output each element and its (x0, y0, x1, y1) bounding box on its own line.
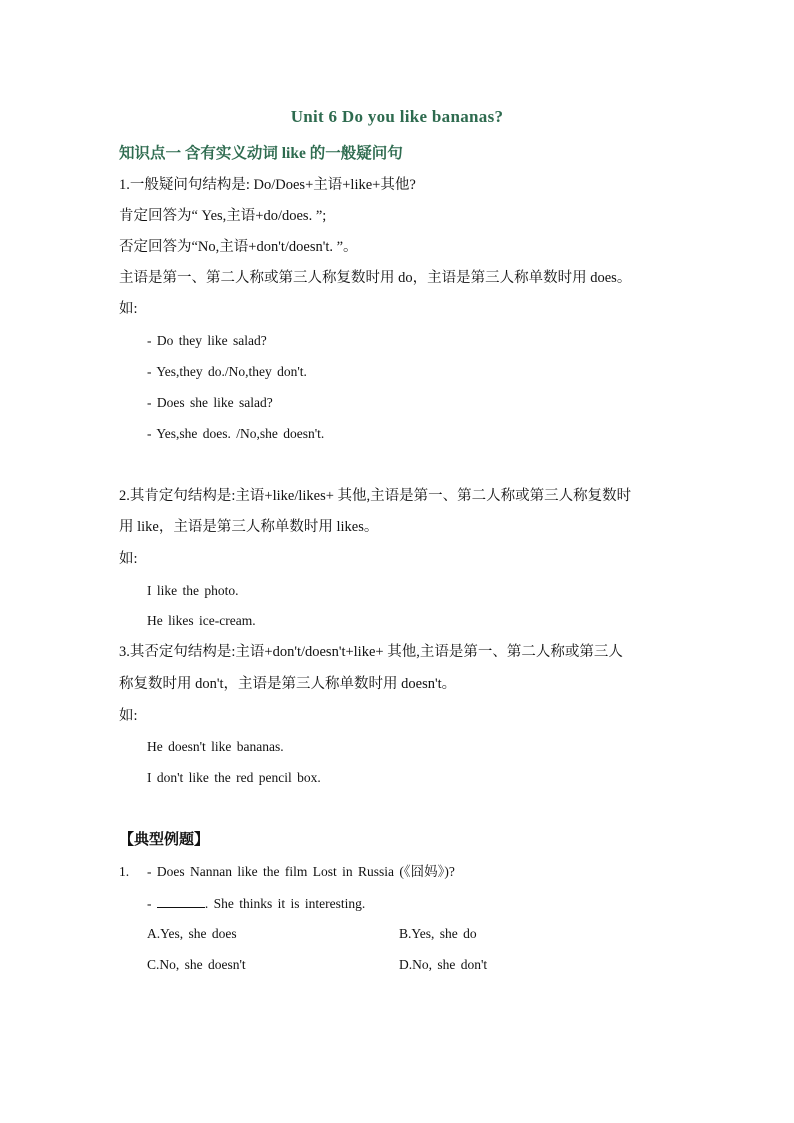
answer-suffix: . She thinks it is interesting. (204, 896, 366, 911)
item3-for-example: 如: (119, 708, 138, 724)
item2-for-example: 如: (119, 551, 138, 567)
item2-usage-note: 用 like，主语是第三人称单数时用 likes。 (119, 519, 379, 535)
item3-usage-note: 称复数时用 don't，主语是第三人称单数时用 doesn't。 (119, 676, 457, 692)
item1-usage-note: 主语是第一、第二人称或第三人称复数时用 do，主语是第三人称单数时用 does。 (119, 270, 632, 286)
item2-example: I like the photo. (147, 583, 239, 598)
item1-positive-answer: 肯定回答为“ Yes,主语+do/does. ”; (119, 208, 327, 224)
answer-blank[interactable] (157, 893, 205, 908)
item3-example: I don't like the red pencil box. (147, 770, 321, 785)
item1-example: - Does she like salad? (147, 395, 273, 410)
knowledge-point-heading: 知识点一 含有实义动词 like 的一般疑问句 (119, 145, 403, 162)
question-number: 1. (119, 864, 130, 879)
item1-negative-answer: 否定回答为“No,主语+don't/doesn't. ”。 (119, 239, 358, 255)
item2-structure: 2.其肯定句结构是:主语+like/likes+ 其他,主语是第一、第二人称或第三人称复数时 (119, 488, 632, 504)
item3-example: He doesn't like bananas. (147, 739, 284, 754)
option-a: A.Yes, she does (147, 926, 237, 941)
option-b: B.Yes, she do (399, 926, 477, 941)
item1-structure: 1.一般疑问句结构是: Do/Does+主语+like+其他? (119, 177, 416, 193)
answer-line (147, 893, 365, 914)
option-c: C.No, she doesn't (147, 957, 246, 972)
item2-example: He likes ice-cream. (147, 613, 256, 628)
item1-example: - Yes,they do./No,they don't. (147, 364, 307, 379)
item3-structure: 3.其否定句结构是:主语+don't/doesn't+like+ 其他,主语是第一、第二人称或第三人 (119, 644, 623, 660)
item1-for-example: 如: (119, 301, 138, 317)
option-d: D.No, she don't (399, 957, 488, 972)
item1-example: - Yes,she does. /No,she doesn't. (147, 426, 325, 441)
typical-examples-heading: 【典型例题】 (119, 832, 210, 848)
answer-prefix: - (147, 896, 157, 911)
item1-example: - Do they like salad? (147, 333, 267, 348)
question-text: - Does Nannan like the film Lost in Russia (《囧妈》)? (147, 864, 455, 879)
page-title: Unit 6 Do you like bananas? (290, 107, 504, 126)
